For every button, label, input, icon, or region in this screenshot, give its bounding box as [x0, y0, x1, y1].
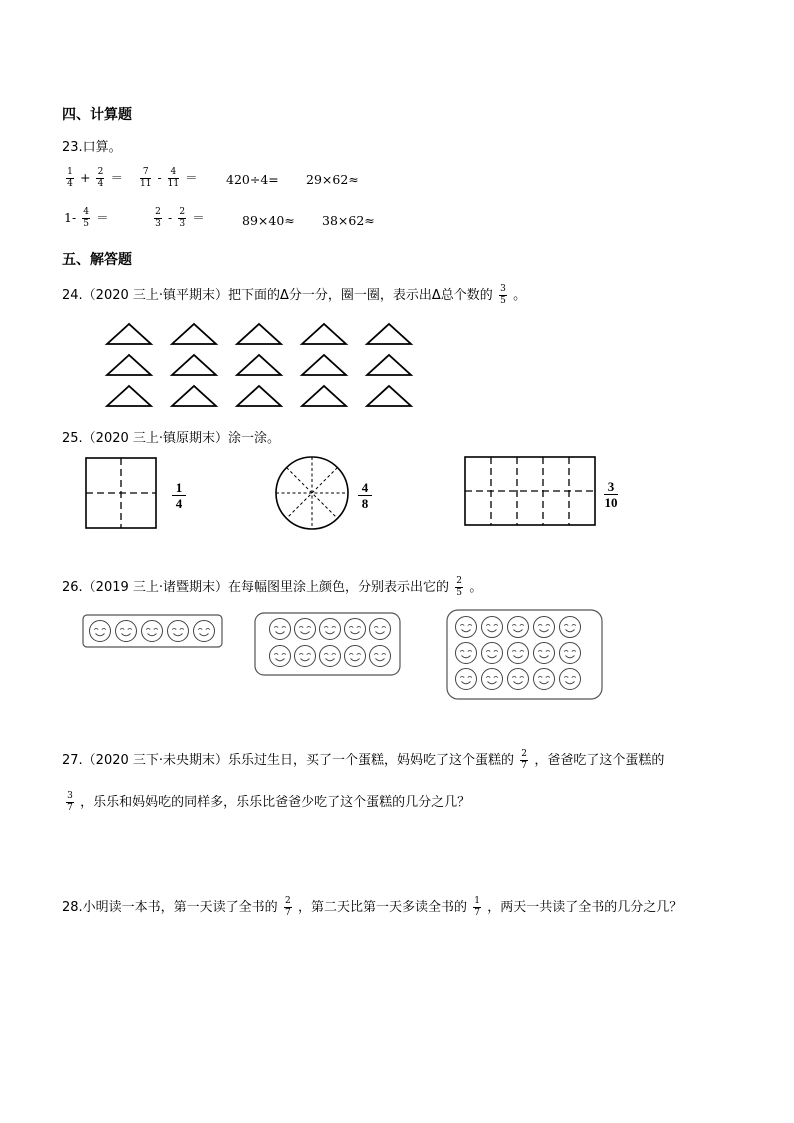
q25-text: 25.（2020 三上·镇原期末）涂一涂。	[62, 431, 281, 446]
smiley-face-icon	[456, 617, 477, 638]
smiley-face-icon	[370, 619, 391, 640]
triangle	[107, 386, 151, 406]
smiley-face-icon	[560, 617, 581, 638]
smiley-face-icon	[345, 619, 366, 640]
smiley-box-2	[254, 612, 402, 678]
q27-line-1: 27.（2020 三下·未央期末）乐乐过生日，买了一个蛋糕，妈妈吃了这个蛋糕的 $\frac{2}{7}$ ，爸爸吃了这个蛋糕的	[62, 749, 665, 771]
triangle	[367, 355, 411, 375]
section-4-title: 四、计算题	[62, 107, 132, 123]
q27-line-2: $\frac{3}{7}$ ，乐乐和妈妈吃的同样多，乐乐比爸爸少吃了这个蛋糕的几分之几？	[67, 791, 471, 813]
q23-label: 23.口算。	[62, 140, 122, 155]
smiley-face-icon	[508, 643, 529, 664]
smiley-face-icon	[456, 643, 477, 664]
triangle	[302, 324, 346, 344]
triangle	[237, 355, 281, 375]
smiley-box-3	[446, 609, 604, 701]
triangle	[172, 386, 216, 406]
q23-expr-8: 38×62≈	[322, 213, 375, 228]
q23-expr-6: $\frac{2}{3}$ - $\frac{2}{3}$ ＝	[155, 207, 205, 229]
q28-text: 28.小明读一本书，第一天读了全书的 $\frac{2}{7}$ ，第二天比第一天多读全书的 $\frac{1}{7}$ ，两天一共读了全书的几分之几？	[62, 896, 683, 918]
smiley-face-icon	[560, 669, 581, 690]
triangle	[172, 324, 216, 344]
q23-expr-2: $\frac{7}{11}$ - $\frac{4}{11}$ ＝	[140, 167, 198, 189]
q23-expr-7: 89×40≈	[242, 213, 295, 228]
square-figure	[85, 457, 157, 529]
section-5-title: 五、解答题	[62, 252, 132, 268]
triangles-figure	[0, 0, 794, 420]
smiley-face-icon	[345, 646, 366, 667]
smiley-face-icon	[168, 621, 189, 642]
smiley-face-icon	[295, 646, 316, 667]
q24-text: 24.（2020 三上·镇平期末）把下面的Δ分一分，圈一圈，表示出Δ总个数的 $\frac{3}{5}$ 。	[62, 284, 527, 306]
smiley-face-icon	[482, 643, 503, 664]
smiley-face-icon	[142, 621, 163, 642]
smiley-face-icon	[508, 669, 529, 690]
q26-text: 26.（2019 三上·诸暨期末）在每幅图里涂上颜色，分别表示出它的 $\frac{2}{5}$ 。	[62, 576, 483, 598]
smiley-box-1	[82, 614, 224, 650]
triangle	[237, 324, 281, 344]
smiley-face-icon	[270, 646, 291, 667]
q23-expr-1: $\frac{1}{4}$ + $\frac{2}{4}$ ＝	[67, 167, 123, 189]
smiley-face-icon	[295, 619, 316, 640]
smiley-face-icon	[534, 669, 555, 690]
smiley-face-icon	[116, 621, 137, 642]
smiley-face-icon	[482, 669, 503, 690]
triangle	[237, 386, 281, 406]
smiley-face-icon	[482, 617, 503, 638]
rectangle-figure	[464, 456, 596, 528]
smiley-face-icon	[508, 617, 529, 638]
triangle	[172, 355, 216, 375]
q23-expr-5: 1- $\frac{4}{5}$ ＝	[64, 207, 109, 229]
q23-expr-3: 420÷4=	[226, 172, 279, 187]
triangle	[107, 324, 151, 344]
triangle	[302, 386, 346, 406]
fig1-fraction: $\frac{1}{4}$	[170, 481, 188, 510]
smiley-face-icon	[320, 646, 341, 667]
circle-figure	[274, 455, 350, 531]
smiley-face-icon	[534, 617, 555, 638]
q23-expr-4: 29×62≈	[306, 172, 359, 187]
smiley-face-icon	[320, 619, 341, 640]
triangle	[107, 355, 151, 375]
smiley-face-icon	[534, 643, 555, 664]
triangle	[367, 324, 411, 344]
smiley-face-icon	[194, 621, 215, 642]
triangle	[367, 386, 411, 406]
fig3-fraction: $\frac{3}{10}$	[604, 479, 618, 510]
smiley-face-icon	[456, 669, 477, 690]
smiley-face-icon	[560, 643, 581, 664]
triangle	[302, 355, 346, 375]
smiley-face-icon	[90, 621, 111, 642]
fig2-fraction: $\frac{4}{8}$	[356, 481, 374, 510]
smiley-face-icon	[270, 619, 291, 640]
smiley-face-icon	[370, 646, 391, 667]
